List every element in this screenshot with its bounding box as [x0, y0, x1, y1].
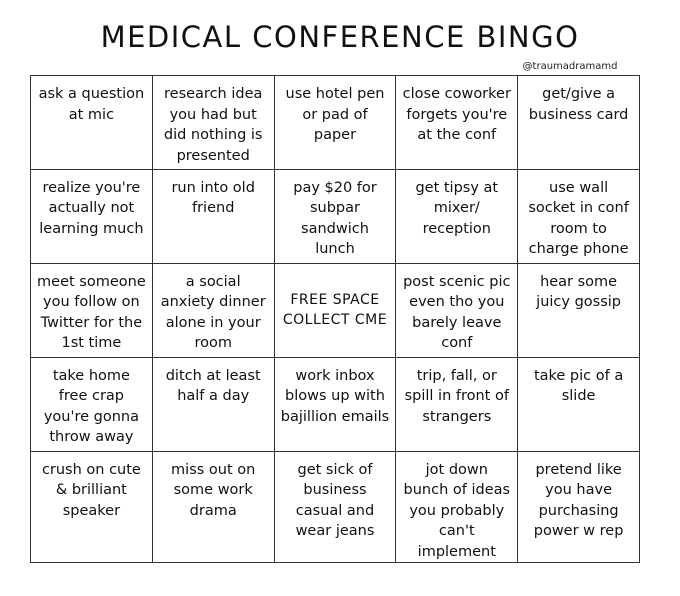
bingo-cell [31, 452, 153, 564]
bingo-cell [153, 452, 275, 564]
bingo-cell [518, 264, 640, 358]
bingo-cell-text: take pic of a slide [533, 367, 624, 405]
bingo-cell [396, 76, 518, 170]
bingo-cell-text: use wall socket in conf room to charge phone [528, 179, 629, 258]
bingo-cell [518, 358, 640, 452]
bingo-cell-text: use hotel pen or pad of paper [285, 86, 385, 143]
bingo-cell-text: pretend like you have purchasing power w rep [533, 461, 624, 539]
bingo-cell [153, 170, 275, 264]
bingo-grid [30, 75, 640, 563]
bingo-cell-text: hear some juicy gossip [536, 273, 621, 311]
page-title: MEDICAL CONFERENCE BINGO [100, 20, 580, 54]
bingo-cell [153, 264, 275, 358]
bingo-cell-text: post scenic pic even tho you barely leave conf [403, 273, 511, 352]
bingo-cell-text: meet someone you follow on Twitter for the 1st time [37, 273, 146, 352]
free-space-cell [275, 264, 397, 358]
bingo-cell [31, 264, 153, 358]
bingo-cell-text: get/give a business card [528, 86, 629, 123]
bingo-cell [275, 452, 397, 564]
bingo-cell [518, 170, 640, 264]
author-credit: @traumadramamd [522, 61, 618, 72]
bingo-cell-text: work inbox blows up with bajillion emails [280, 367, 390, 425]
bingo-cell-text: close coworker forgets you're at the conf [402, 86, 511, 143]
bingo-cell [31, 170, 153, 264]
bingo-cell [31, 358, 153, 452]
bingo-cell-text: take home free crap you're gonna throw away [43, 367, 139, 446]
bingo-cell [396, 358, 518, 452]
bingo-cell-text: a social anxiety dinner alone in your room [160, 273, 266, 352]
bingo-cell [275, 358, 397, 452]
bingo-cell [518, 452, 640, 564]
bingo-cell [396, 264, 518, 358]
bingo-cell-text: pay $20 for subpar sandwich lunch [293, 179, 377, 258]
bingo-cell-text: jot down bunch of ideas you probably can't implement [403, 461, 511, 560]
bingo-cell [31, 76, 153, 170]
bingo-cell [153, 76, 275, 170]
bingo-cell-text: ditch at least half a day [165, 367, 261, 405]
bingo-cell-text: ask a question at mic [38, 86, 145, 123]
bingo-cell-text: get tipsy at mixer/ reception [415, 179, 499, 237]
bingo-cell-text: run into old friend [171, 179, 255, 217]
bingo-cell-text: realize you're actually not learning much [39, 179, 144, 237]
bingo-cell-text: get sick of business casual and wear jeans [295, 461, 375, 539]
bingo-cell-text: research idea you had but did nothing is presented [163, 86, 263, 164]
bingo-cell [518, 76, 640, 170]
bingo-cell [275, 170, 397, 264]
bingo-cell [396, 452, 518, 564]
bingo-cell [275, 76, 397, 170]
bingo-cell-text: crush on cute & brilliant speaker [41, 461, 141, 519]
bingo-cell [153, 358, 275, 452]
bingo-cell-text: miss out on some work drama [171, 461, 256, 519]
bingo-cell [396, 170, 518, 264]
free-space-text: FREE SPACE COLLECT CME [282, 291, 388, 329]
bingo-cell-text: trip, fall, or spill in front of strangers [404, 367, 509, 425]
